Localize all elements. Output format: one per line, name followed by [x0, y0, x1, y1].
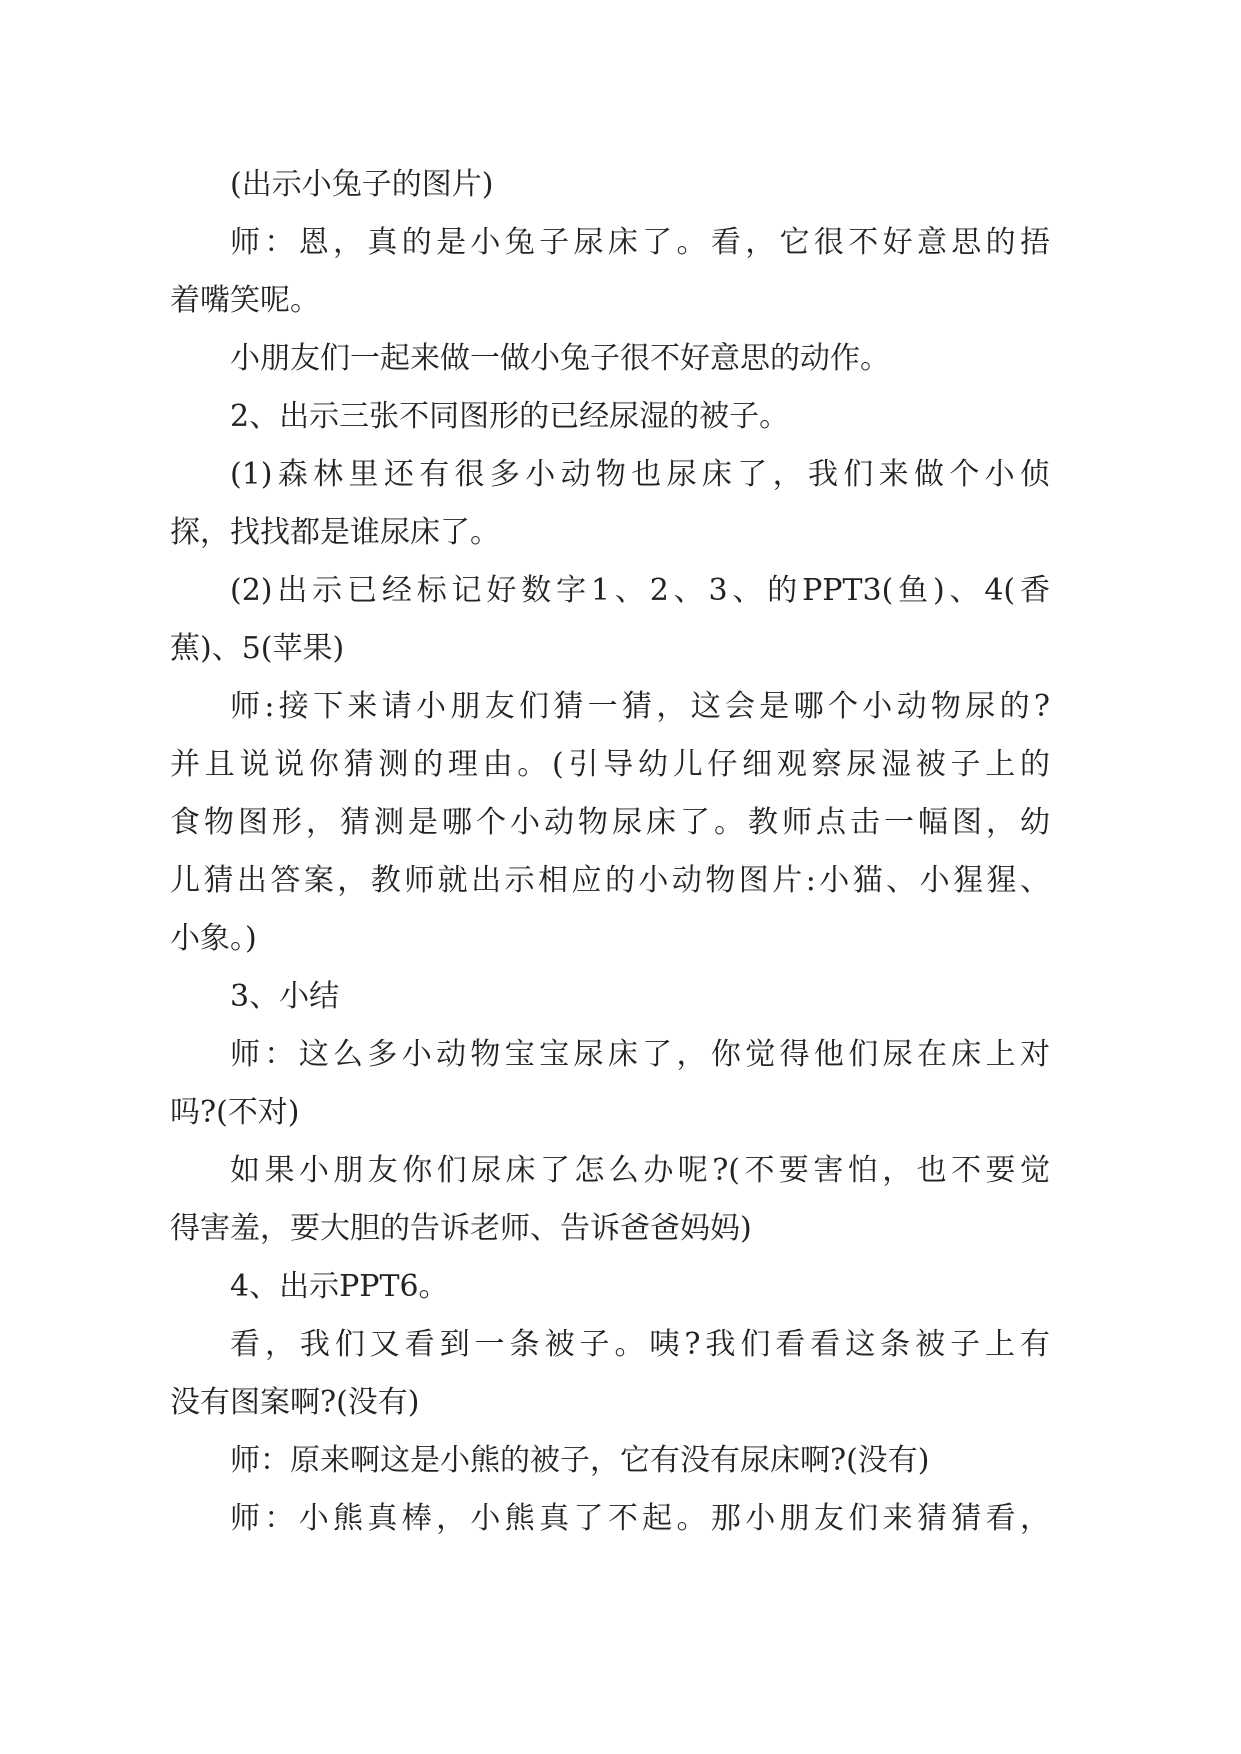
text-line: 4、出示PPT6。: [230, 1269, 449, 1304]
paragraph: [170, 1432, 1050, 1490]
text-line: 蕉)、5(苹果): [170, 631, 345, 666]
text-line: 并且说说你猜测的理由。(引导幼儿仔细观察尿湿被子上的: [170, 747, 1050, 782]
paragraph: [170, 678, 1050, 968]
text-line: 没有图案啊?(没有): [170, 1385, 420, 1420]
text-line: 师:接下来请小朋友们猜一猜，这会是哪个小动物尿的?: [230, 689, 1050, 724]
text-line: (1)森林里还有很多小动物也尿床了，我们来做个小侦: [230, 457, 1050, 492]
text-line: 如果小朋友你们尿床了怎么办呢?(不要害怕，也不要觉: [230, 1153, 1050, 1188]
paragraph: [170, 446, 1050, 562]
paragraph: [170, 330, 1050, 388]
text-line: 3、小结: [230, 979, 340, 1014]
paragraph: [170, 1258, 1050, 1316]
text-line: 小象。): [170, 921, 257, 956]
paragraph: [170, 156, 1050, 214]
text-line: 师：恩，真的是小兔子尿床了。看，它很不好意思的捂: [230, 225, 1050, 260]
text-line: 师：这么多小动物宝宝尿床了，你觉得他们尿在床上对: [230, 1037, 1050, 1072]
text-line: 师：原来啊这是小熊的被子，它有没有尿床啊?(没有): [230, 1443, 930, 1478]
paragraph: [170, 1490, 1050, 1548]
paragraph: [170, 968, 1050, 1026]
text-line: 小朋友们一起来做一做小兔子很不好意思的动作。: [230, 341, 890, 376]
paragraph: [170, 214, 1050, 330]
paragraph: [170, 1026, 1050, 1142]
text-line: 师：小熊真棒，小熊真了不起。那小朋友们来猜猜看，: [230, 1501, 1050, 1536]
text-line: 看，我们又看到一条被子。咦?我们看看这条被子上有: [230, 1327, 1050, 1362]
text-line: 得害羞，要大胆的告诉老师、告诉爸爸妈妈): [170, 1211, 752, 1246]
text-line: (出示小兔子的图片): [230, 167, 494, 202]
paragraph: [170, 1316, 1050, 1432]
text-line: 食物图形，猜测是哪个小动物尿床了。教师点击一幅图，幼: [170, 805, 1050, 840]
paragraph: [170, 1142, 1050, 1258]
paragraph: [170, 562, 1050, 678]
text-line: 着嘴笑呢。: [170, 283, 320, 318]
text-line: (2)出示已经标记好数字1、2、3、的PPT3(鱼)、4(香: [230, 573, 1050, 608]
text-line: 探，找找都是谁尿床了。: [170, 515, 500, 550]
paragraph: [170, 388, 1050, 446]
text-line: 2、出示三张不同图形的已经尿湿的被子。: [230, 399, 790, 434]
text-line: 吗?(不对): [170, 1095, 300, 1130]
document-page: [170, 156, 1050, 1548]
text-line: 儿猜出答案，教师就出示相应的小动物图片:小猫、小猩猩、: [170, 863, 1050, 898]
